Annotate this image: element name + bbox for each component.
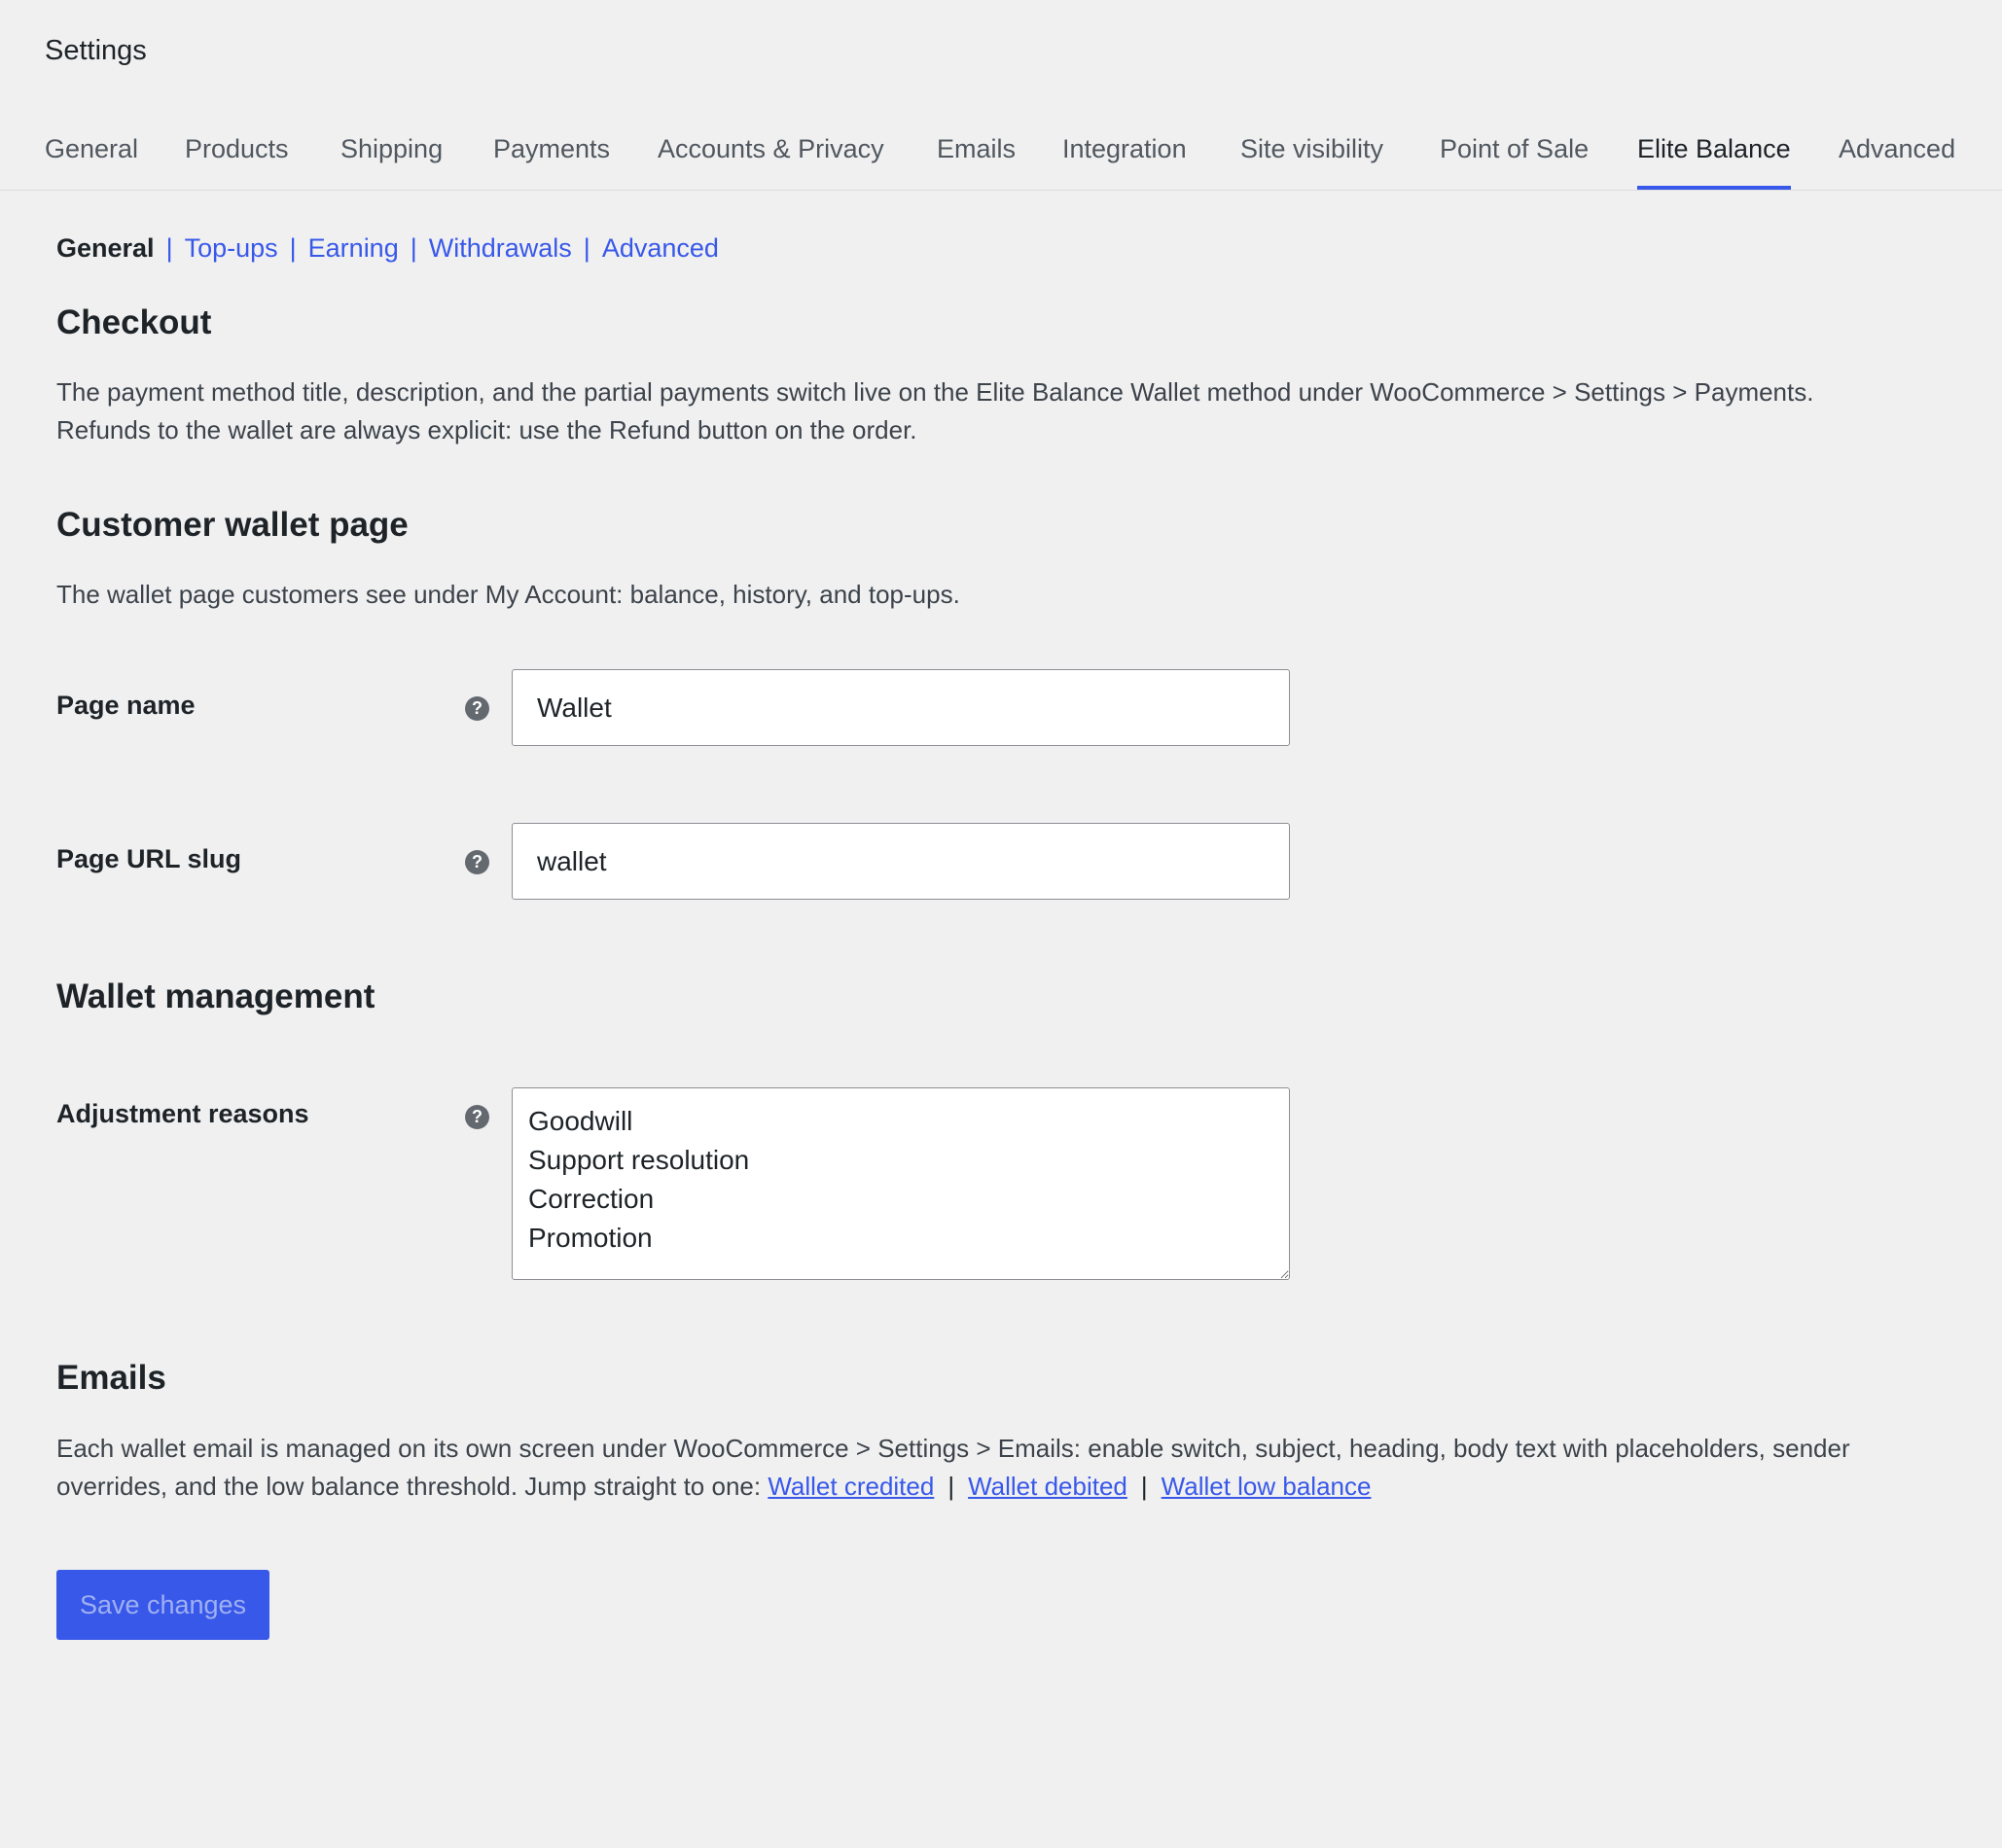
wallet-low-balance-link[interactable]: Wallet low balance bbox=[1161, 1472, 1372, 1501]
help-icon[interactable]: ? bbox=[465, 1105, 489, 1129]
tab-general[interactable]: General bbox=[45, 134, 139, 163]
tab-point-of-sale[interactable]: Point of Sale bbox=[1440, 134, 1590, 163]
subnav-current-general: General bbox=[56, 233, 155, 263]
adjustment-reasons-textarea[interactable] bbox=[512, 1087, 1290, 1280]
tab-products[interactable]: Products bbox=[185, 134, 289, 163]
checkout-heading: Checkout bbox=[56, 303, 212, 341]
emails-heading: Emails bbox=[56, 1359, 166, 1397]
subnav-link-advanced[interactable]: Advanced bbox=[601, 233, 719, 263]
wallet-page-heading: Customer wallet page bbox=[56, 506, 409, 544]
emails-description-line2: overrides, and the low balance threshold. Jump straight to one: bbox=[56, 1472, 762, 1501]
page-url-slug-label: Page URL slug bbox=[56, 844, 242, 873]
subnav-link-earning[interactable]: Earning bbox=[307, 233, 399, 263]
help-icon[interactable]: ? bbox=[465, 850, 489, 874]
subnav-separator: | bbox=[410, 233, 417, 263]
checkout-description-line1: The payment method title, description, and the partial payments switch live on the Elite Balance Wallet method under WooCommerce > Settings > Payments. bbox=[56, 377, 1814, 407]
help-icon[interactable]: ? bbox=[465, 696, 489, 721]
settings-tab-bar bbox=[0, 126, 2002, 191]
page-name-label: Page name bbox=[56, 691, 196, 720]
subnav-separator: | bbox=[583, 233, 590, 263]
adjustment-reasons-label: Adjustment reasons bbox=[56, 1099, 309, 1128]
tab-integration[interactable]: Integration bbox=[1062, 134, 1187, 163]
tab-elite-balance[interactable]: Elite Balance bbox=[1637, 134, 1791, 190]
link-separator: | bbox=[947, 1472, 955, 1501]
subnav-link-withdrawals[interactable]: Withdrawals bbox=[428, 233, 572, 263]
wallet-credited-link[interactable]: Wallet credited bbox=[768, 1472, 935, 1501]
subnav-separator: | bbox=[289, 233, 297, 263]
tab-shipping[interactable]: Shipping bbox=[340, 134, 444, 163]
page-url-slug-input[interactable] bbox=[512, 823, 1290, 900]
emails-description bbox=[56, 1430, 1953, 1506]
wallet-debited-link[interactable]: Wallet debited bbox=[968, 1472, 1127, 1501]
tab-site-visibility[interactable]: Site visibility bbox=[1240, 134, 1384, 163]
subnav-link-top-ups[interactable]: Top-ups bbox=[184, 233, 278, 263]
emails-description-line1: Each wallet email is managed on its own screen under WooCommerce > Settings > Emails: enable switch, subject, heading, body text with placeholders, sender bbox=[56, 1434, 1850, 1463]
subnav-separator: | bbox=[165, 233, 173, 263]
tab-advanced[interactable]: Advanced bbox=[1839, 134, 1956, 163]
tab-accounts-privacy[interactable]: Accounts & Privacy bbox=[658, 134, 884, 163]
page-name-input[interactable] bbox=[512, 669, 1290, 746]
tab-payments[interactable]: Payments bbox=[493, 134, 611, 163]
page-title: Settings bbox=[45, 35, 147, 66]
checkout-description-line2: Refunds to the wallet are always explicit: use the Refund button on the order. bbox=[56, 415, 917, 444]
wallet-management-heading: Wallet management bbox=[56, 977, 375, 1015]
checkout-description bbox=[56, 373, 1953, 449]
wallet-page-description: The wallet page customers see under My Account: balance, history, and top-ups. bbox=[56, 580, 960, 609]
section-subnav bbox=[56, 233, 719, 264]
save-changes-button[interactable]: Save changes bbox=[56, 1570, 269, 1640]
link-separator: | bbox=[1140, 1472, 1148, 1501]
tab-emails[interactable]: Emails bbox=[937, 134, 1017, 163]
